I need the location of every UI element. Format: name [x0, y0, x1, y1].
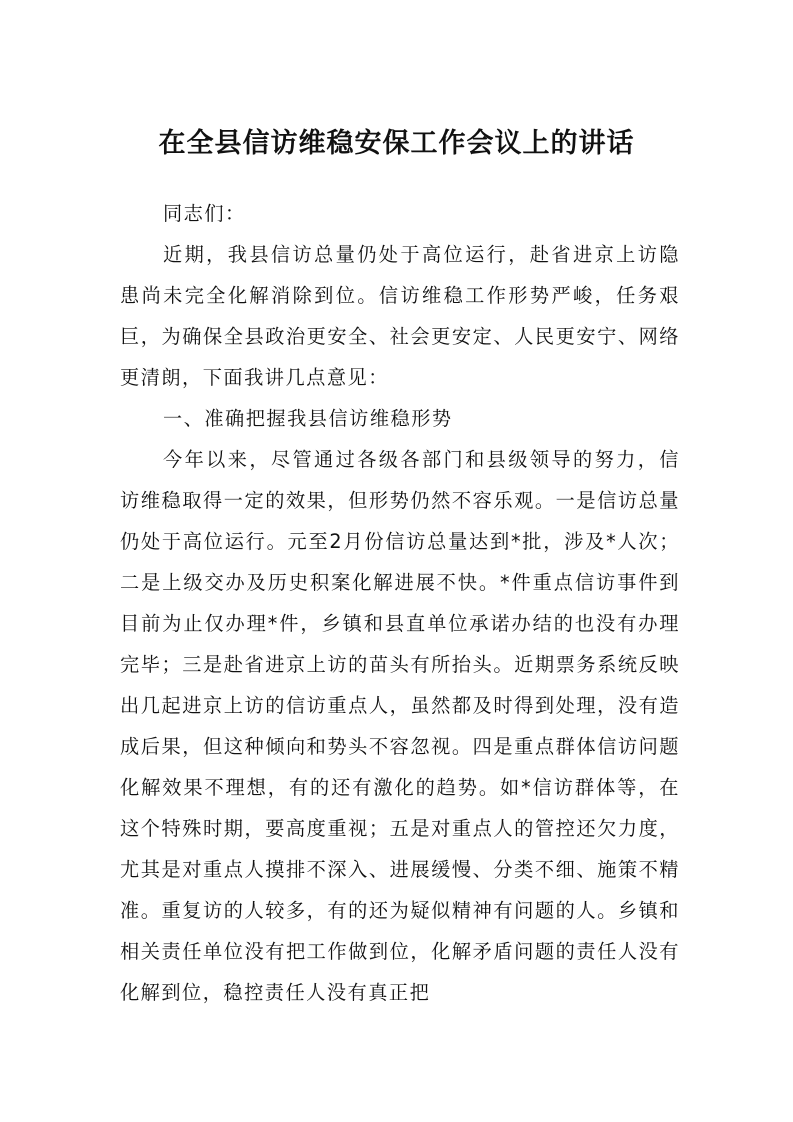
- document-title: 在全县信访维稳安保工作会议上的讲话: [158, 128, 635, 159]
- section-heading-1: 一、准确把握我县信访维稳形势: [163, 407, 453, 430]
- document-body: [120, 193, 680, 1013]
- intro-paragraph: 近期，我县信访总量仍处于高位运行，赴省进京上访隐患尚未完全化解消除到位。信访维稳工作形势严峻，任务艰巨，为确保全县政治更安全、社会更安定、人民更安宁、网络更清朗，下面我讲几点意见：: [120, 243, 680, 389]
- salutation-paragraph: 同志们：: [163, 202, 246, 225]
- body-paragraph: 今年以来，尽管通过各级各部门和县级领导的努力，信访维稳取得一定的效果，但形势仍然不容乐观。一是信访总量仍处于高位运行。元至2月份信访总量达到*批，涉及*人次；二是上级交办及历史积案化解进展不快。*件重点信访事件到目前为止仅办理*件，乡镇和县直单位承诺办结的也没有办理完毕；三是赴省进京上访的苗头有所抬头。近期票务系统反映出几起进京上访的信访重点人，虽然都及时得到处理，没有造成后果，但这种倾向和势头不容忽视。四是重点群体信访问题化解效果不理想，有的还有激化的趋势。如*信访群体等，在这个特殊时期，要高度重视；五是对重点人的管控还欠力度，尤其是对重点人摸排不深入、进展缓慢、分类不细、施策不精准。重复访的人较多，有的还为疑似精神有问题的人。乡镇和相关责任单位没有把工作做到位，化解矛盾问题的责任人没有化解到位，稳控责任人没有真正把: [120, 448, 680, 1004]
